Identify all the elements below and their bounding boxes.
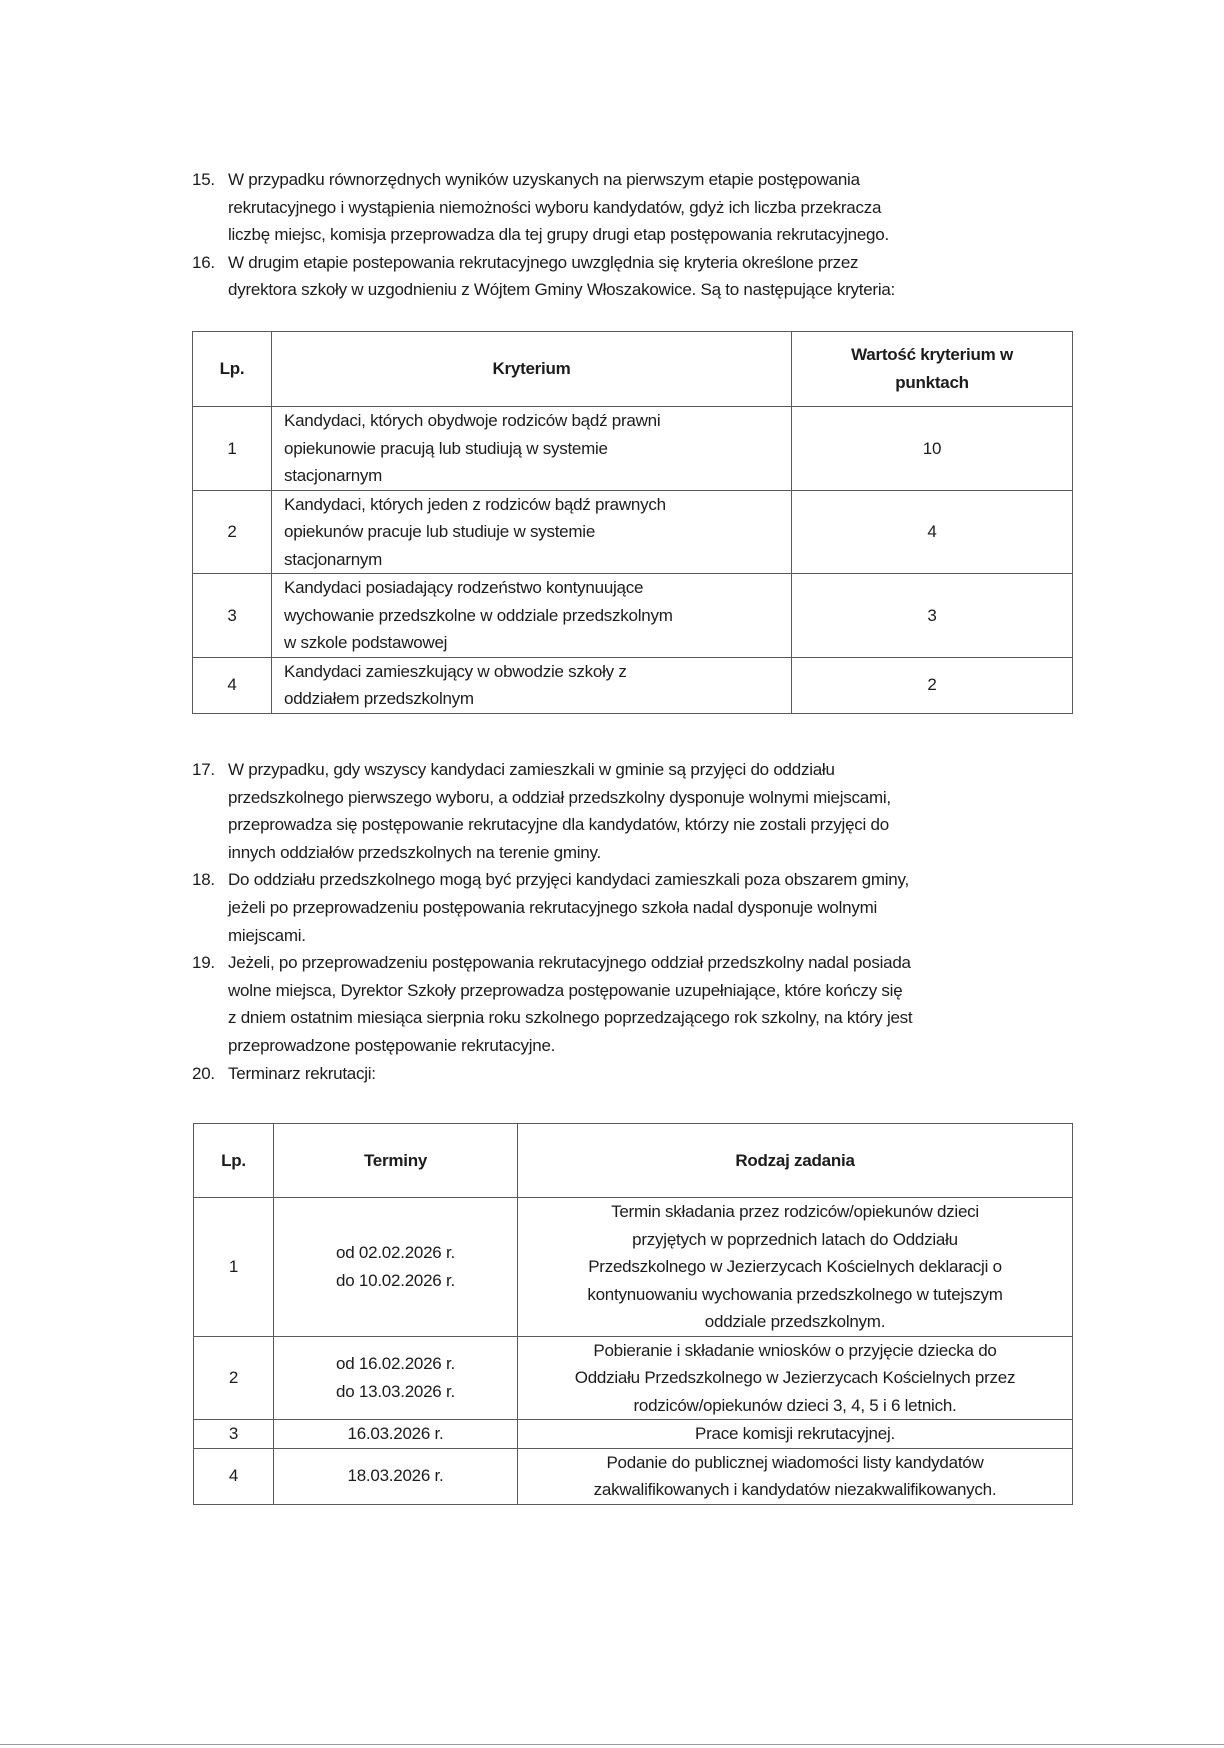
row-task: Prace komisji rekrutacyjnej.: [518, 1420, 1073, 1449]
criteria-table: [192, 331, 1073, 714]
paragraph-20: [192, 1060, 1082, 1088]
row-value: 3: [792, 574, 1073, 658]
row-value: 4: [792, 490, 1073, 574]
paragraph-text: W przypadku, gdy wszyscy kandydaci zamieszkali w gminie są przyjęci do oddziału przedszkolnego pierwszego wyboru, a oddział przedszkolny dysponuje wolnymi miejscami, przeprowadza się postępowanie rekrutacyjne dla kandydatów, którzy nie zostali przyjęci do innych oddziałów przedszkolnych na terenie gminy.: [228, 760, 891, 862]
row-dates: od 16.02.2026 r. do 13.03.2026 r.: [274, 1336, 518, 1420]
row-dates: 16.03.2026 r.: [274, 1420, 518, 1449]
schedule-table: [193, 1123, 1073, 1505]
row-task: Termin składania przez rodziców/opiekunów dzieci przyjętych w poprzednich latach do Oddziału Przedszkolnego w Jezierzycach Kościelnych deklaracji o kontynuowaniu wychowania przedszkolnego w tutejszym oddziale przedszkolnym.: [518, 1198, 1073, 1337]
paragraph-number: 17.: [192, 760, 215, 779]
row-lp: 3: [193, 574, 272, 658]
paragraph-18: [192, 866, 1082, 949]
criteria-table-header: [193, 332, 1073, 407]
header-lp: Lp.: [194, 1124, 274, 1198]
header-criterion: Kryterium: [272, 332, 792, 407]
row-lp: 1: [194, 1198, 274, 1337]
table-row: [193, 407, 1073, 491]
schedule-table-header: [194, 1124, 1073, 1198]
row-lp: 3: [194, 1420, 274, 1449]
row-criterion: Kandydaci zamieszkujący w obwodzie szkoły z oddziałem przedszkolnym: [272, 657, 792, 713]
row-criterion: Kandydaci, których obydwoje rodziców bądź prawni opiekunowie pracują lub studiują w systemie stacjonarnym: [272, 407, 792, 491]
table-row: [193, 657, 1073, 713]
paragraph-number: 20.: [192, 1063, 215, 1083]
table-row: [194, 1448, 1073, 1504]
row-criterion: Kandydaci, których jeden z rodziców bądź prawnych opiekunów pracuje lub studiuje w systemie stacjonarnym: [272, 490, 792, 574]
paragraph-number: 18.: [192, 870, 215, 890]
row-lp: 2: [194, 1336, 274, 1420]
row-lp: 4: [194, 1448, 274, 1504]
row-criterion: Kandydaci posiadający rodzeństwo kontynuujące wychowanie przedszkolne w oddziale przedszkolnym w szkole podstawowej: [272, 574, 792, 658]
paragraph-text: W drugim etapie postepowania rekrutacyjnego uwzględnia się kryteria określone przez dyrektora szkoły w uzgodnieniu z Wójtem Gminy Włoszakowice. Są to następujące kryteria:: [228, 252, 896, 300]
table-row: [193, 490, 1073, 574]
paragraph-number: 16.: [192, 252, 215, 272]
table-row: [193, 574, 1073, 658]
paragraph-text: Jeżeli, po przeprowadzeniu postępowania rekrutacyjnego oddział przedszkolny nadal posiada wolne miejsca, Dyrektor Szkoły przeprowadza postępowanie uzupełniające, które kończy się z dniem ostatnim miesiąca sierpnia roku szkolnego poprzedzającego rok szkolny, na który jest przeprowadzone postępowanie rekrutacyjne.: [228, 953, 913, 1055]
paragraph-text: Terminarz rekrutacji:: [228, 1063, 376, 1083]
row-task: Pobieranie i składanie wniosków o przyjęcie dziecka do Oddziału Przedszkolnego w Jezierzycach Kościelnych przez rodziców/opiekunów dzieci 3, 4, 5 i 6 letnich.: [518, 1336, 1073, 1420]
paragraph-15: [192, 166, 1082, 249]
paragraph-number: 15.: [192, 170, 215, 189]
row-task: Podanie do publicznej wiadomości listy kandydatów zakwalifikowanych i kandydatów niezakwalifikowanych.: [518, 1448, 1073, 1504]
header-lp: Lp.: [193, 332, 272, 407]
header-task: Rodzaj zadania: [518, 1124, 1073, 1198]
row-lp: 1: [193, 407, 272, 491]
paragraph-number: 19.: [192, 953, 215, 973]
paragraph-16: [192, 249, 1082, 304]
table-row: [194, 1420, 1073, 1449]
table-row: [194, 1198, 1073, 1337]
row-dates: 18.03.2026 r.: [274, 1448, 518, 1504]
row-value: 2: [792, 657, 1073, 713]
paragraph-text: W przypadku równorzędnych wyników uzyskanych na pierwszym etapie postępowania rekrutacyjnego i wystąpienia niemożności wyboru kandydatów, gdyż ich liczba przekracza liczbę miejsc, komisja przeprowadza dla tej grupy drugi etap postępowania rekrutacyjnego.: [228, 170, 889, 245]
row-value: 10: [792, 407, 1073, 491]
paragraph-text: Do oddziału przedszkolnego mogą być przyjęci kandydaci zamieszkali poza obszarem gminy, jeżeli po przeprowadzeniu postępowania rekrutacyjnego szkoła nadal dysponuje wolnymi miejscami.: [228, 870, 909, 945]
header-dates: Terminy: [274, 1124, 518, 1198]
row-lp: 2: [193, 490, 272, 574]
paragraphs-15-16: [192, 166, 1082, 304]
table-row: [194, 1336, 1073, 1420]
paragraphs-17-20: [192, 756, 1082, 1087]
paragraph-19: [192, 949, 1082, 1059]
row-dates: od 02.02.2026 r. do 10.02.2026 r.: [274, 1198, 518, 1337]
row-lp: 4: [193, 657, 272, 713]
header-value: Wartość kryterium w punktach: [792, 332, 1073, 407]
page-bottom-edge: [0, 1744, 1224, 1745]
paragraph-17: [192, 756, 1082, 866]
